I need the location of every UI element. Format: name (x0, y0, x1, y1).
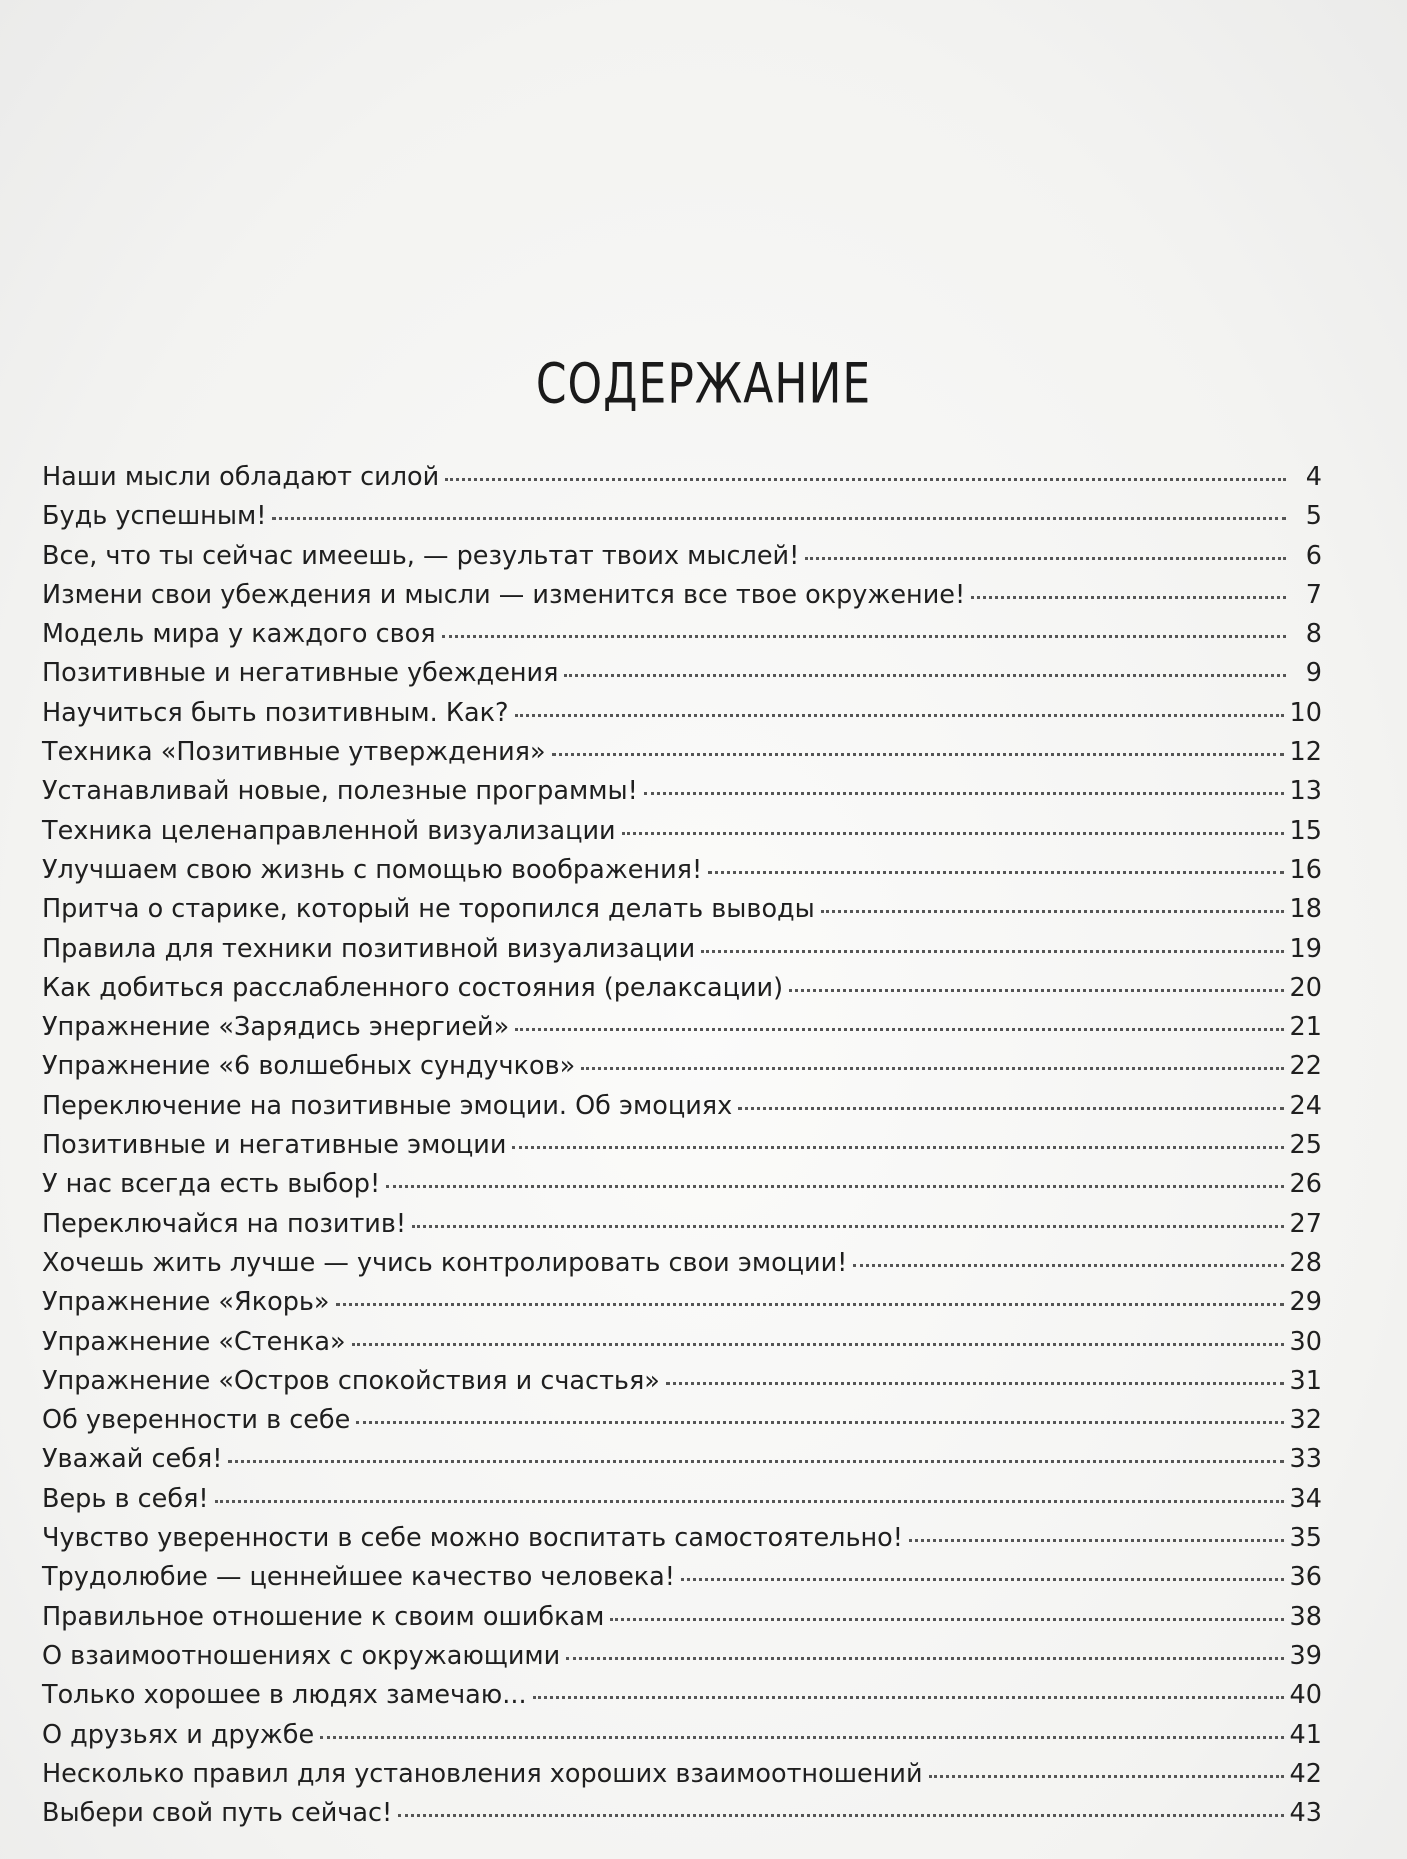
toc-entry-page-number: 22 (1289, 1051, 1322, 1082)
dot-leader (352, 1343, 1284, 1346)
toc-entry-page-number: 30 (1289, 1326, 1322, 1357)
toc-entry-page-number: 6 (1305, 540, 1322, 571)
dot-leader (320, 1736, 1283, 1739)
toc-entry-title: Выбери свой путь сейчас! (42, 1798, 393, 1829)
dot-leader (789, 989, 1284, 992)
toc-entry (42, 1283, 1322, 1322)
dot-leader (386, 1185, 1283, 1188)
toc-entry-title: Устанавливай новые, полезные программы! (42, 776, 638, 807)
toc-entry-page-number: 7 (1305, 579, 1322, 610)
toc-entry-page-number: 41 (1289, 1719, 1322, 1750)
toc-entry-title: Модель мира у каждого своя (42, 619, 436, 650)
dot-leader (622, 832, 1284, 835)
dot-leader (909, 1539, 1284, 1542)
toc-entry (42, 1087, 1322, 1126)
toc-entry-title: Как добиться расслабленного состояния (релаксации) (42, 972, 784, 1003)
toc-entry (42, 537, 1322, 576)
dot-leader (929, 1775, 1284, 1778)
toc-entry-title: Несколько правил для установления хороших взаимоотношений (42, 1758, 923, 1789)
toc-entry (42, 497, 1322, 536)
toc-entry-title: Научиться быть позитивным. Как? (42, 697, 509, 728)
toc-entry-title: Улучшаем свою жизнь с помощью воображения! (42, 854, 703, 885)
toc-entry (42, 1323, 1322, 1362)
toc-entry-title: Упражнение «Стенка» (42, 1326, 346, 1357)
toc-entry (42, 694, 1322, 733)
toc-entry-page-number: 18 (1289, 894, 1322, 925)
toc-entry-title: Все, что ты сейчас имеешь, — результат твоих мыслей! (42, 540, 800, 571)
toc-entry-page-number: 4 (1305, 462, 1322, 492)
toc-entry-title: Об уверенности в себе (42, 1405, 351, 1436)
dot-leader (821, 910, 1284, 913)
toc-entry-page-number: 8 (1305, 619, 1322, 650)
dot-leader (708, 871, 1283, 874)
toc-entry (42, 654, 1322, 693)
toc-entry-page-number: 27 (1289, 1208, 1322, 1239)
toc-entry (42, 851, 1322, 890)
dot-leader (644, 792, 1284, 795)
toc-entry-title: Упражнение «6 волшебных сундучков» (42, 1051, 576, 1082)
toc-entry-page-number: 36 (1289, 1562, 1322, 1593)
toc-entry-page-number: 35 (1289, 1523, 1322, 1554)
toc-entry-page-number: 34 (1289, 1483, 1322, 1514)
dot-leader (442, 635, 1286, 638)
toc-entry (42, 1598, 1322, 1637)
toc-entry-page-number: 26 (1289, 1169, 1322, 1200)
dot-leader (853, 1264, 1283, 1267)
dot-leader (581, 1067, 1283, 1070)
toc-entry-title: Правильное отношение к своим ошибкам (42, 1601, 605, 1632)
toc-entry-title: Техника «Позитивные утверждения» (42, 737, 546, 768)
toc-entry-page-number: 16 (1289, 854, 1322, 885)
toc-entry (42, 930, 1322, 969)
dot-leader (336, 1303, 1284, 1306)
toc-entry (42, 1440, 1322, 1479)
toc-entry-title: У нас всегда есть выбор! (42, 1169, 381, 1200)
toc-entry-page-number: 25 (1289, 1130, 1322, 1161)
toc-entry-title: Упражнение «Якорь» (42, 1287, 330, 1318)
toc-entry (42, 1008, 1322, 1047)
dot-leader (610, 1618, 1283, 1621)
toc-entry (42, 615, 1322, 654)
toc-entry-title: Упражнение «Зарядись энергией» (42, 1012, 510, 1043)
toc-entry-title: Техника целенаправленной визуализации (42, 815, 616, 846)
toc-entry-title: Правила для техники позитивной визуализации (42, 933, 696, 964)
dot-leader (701, 950, 1283, 953)
dot-leader (566, 1657, 1283, 1660)
toc-entry-title: Верь в себя! (42, 1483, 209, 1514)
toc-entry (42, 1519, 1322, 1558)
toc-entry (42, 458, 1322, 497)
toc-entry-title: Упражнение «Остров спокойствия и счастья» (42, 1365, 660, 1396)
toc-entry-title: Измени свои убеждения и мысли — изменится все твое окружение! (42, 579, 966, 610)
toc-entry-page-number: 28 (1289, 1247, 1322, 1278)
toc-entry-title: Переключайся на позитив! (42, 1208, 407, 1239)
dot-leader (445, 478, 1286, 481)
page-title: СОДЕРЖАНИЕ (535, 353, 872, 417)
toc-entry (42, 1244, 1322, 1283)
toc-entry (42, 969, 1322, 1008)
toc-entry (42, 1716, 1322, 1755)
toc-entry (42, 1362, 1322, 1401)
dot-leader (564, 674, 1286, 677)
toc-entry-page-number: 24 (1289, 1090, 1322, 1121)
toc-entry (42, 1755, 1322, 1794)
toc-entry-page-number: 21 (1289, 1012, 1322, 1043)
dot-leader (228, 1460, 1283, 1463)
toc-entry-title: Трудолюбие — ценнейшее качество человека! (42, 1562, 676, 1593)
toc-entry (42, 1165, 1322, 1204)
dot-leader (512, 1146, 1283, 1149)
toc-entry-title: Позитивные и негативные убеждения (42, 658, 559, 689)
toc-entry-title: Наши мысли обладают силой (42, 462, 440, 492)
dot-leader (515, 714, 1284, 717)
dot-leader (412, 1225, 1283, 1228)
toc-entry-page-number: 43 (1289, 1798, 1322, 1829)
dot-leader (533, 1696, 1284, 1699)
toc-entry-title: Притча о старике, который не торопился делать выводы (42, 894, 815, 925)
toc-entry-page-number: 39 (1289, 1640, 1322, 1671)
toc-entry-page-number: 42 (1289, 1758, 1322, 1789)
dot-leader (356, 1421, 1283, 1424)
dot-leader (272, 517, 1286, 520)
toc-entry (42, 1401, 1322, 1440)
toc-entry-page-number: 9 (1305, 658, 1322, 689)
dot-leader (398, 1814, 1283, 1817)
toc-entry-page-number: 32 (1289, 1405, 1322, 1436)
toc-entry-page-number: 29 (1289, 1287, 1322, 1318)
toc-entry-page-number: 38 (1289, 1601, 1322, 1632)
toc-entry-title: О взаимоотношениях с окружающими (42, 1640, 561, 1671)
toc-entry (42, 733, 1322, 772)
toc-entry-page-number: 15 (1289, 815, 1322, 846)
dot-leader (552, 753, 1284, 756)
toc-entry-title: Чувство уверенности в себе можно воспитать самостоятельно! (42, 1523, 903, 1554)
toc-entry (42, 1794, 1322, 1833)
toc-entry-title: Хочешь жить лучше — учись контролировать свои эмоции! (42, 1247, 848, 1278)
toc-entry-page-number: 19 (1289, 933, 1322, 964)
table-of-contents (42, 458, 1322, 1833)
toc-entry (42, 812, 1322, 851)
toc-entry-page-number: 13 (1289, 776, 1322, 807)
toc-entry-title: О друзьях и дружбе (42, 1719, 315, 1750)
dot-leader (805, 557, 1286, 560)
toc-entry (42, 1205, 1322, 1244)
dot-leader (515, 1028, 1283, 1031)
toc-entry (42, 890, 1322, 929)
toc-entry (42, 1637, 1322, 1676)
toc-entry-title: Будь успешным! (42, 501, 267, 532)
dot-leader (681, 1578, 1284, 1581)
dot-leader (666, 1382, 1284, 1385)
toc-entry-page-number: 40 (1289, 1680, 1322, 1711)
toc-entry-page-number: 12 (1289, 737, 1322, 768)
toc-entry (42, 576, 1322, 615)
toc-entry (42, 1558, 1322, 1597)
toc-entry-title: Уважай себя! (42, 1444, 223, 1475)
dot-leader (971, 596, 1286, 599)
toc-entry-page-number: 20 (1289, 972, 1322, 1003)
toc-entry-page-number: 31 (1289, 1365, 1322, 1396)
dot-leader (738, 1107, 1283, 1110)
toc-entry-title: Переключение на позитивные эмоции. Об эмоциях (42, 1090, 733, 1121)
toc-entry (42, 1126, 1322, 1165)
toc-entry-page-number: 10 (1289, 697, 1322, 728)
toc-entry (42, 1676, 1322, 1715)
toc-entry-title: Позитивные и негативные эмоции (42, 1130, 507, 1161)
toc-entry (42, 1047, 1322, 1086)
toc-entry-title: Только хорошее в людях замечаю... (42, 1680, 527, 1711)
toc-entry (42, 1480, 1322, 1519)
dot-leader (215, 1500, 1284, 1503)
toc-entry-page-number: 5 (1305, 501, 1322, 532)
toc-entry-page-number: 33 (1289, 1444, 1322, 1475)
toc-entry (42, 772, 1322, 811)
